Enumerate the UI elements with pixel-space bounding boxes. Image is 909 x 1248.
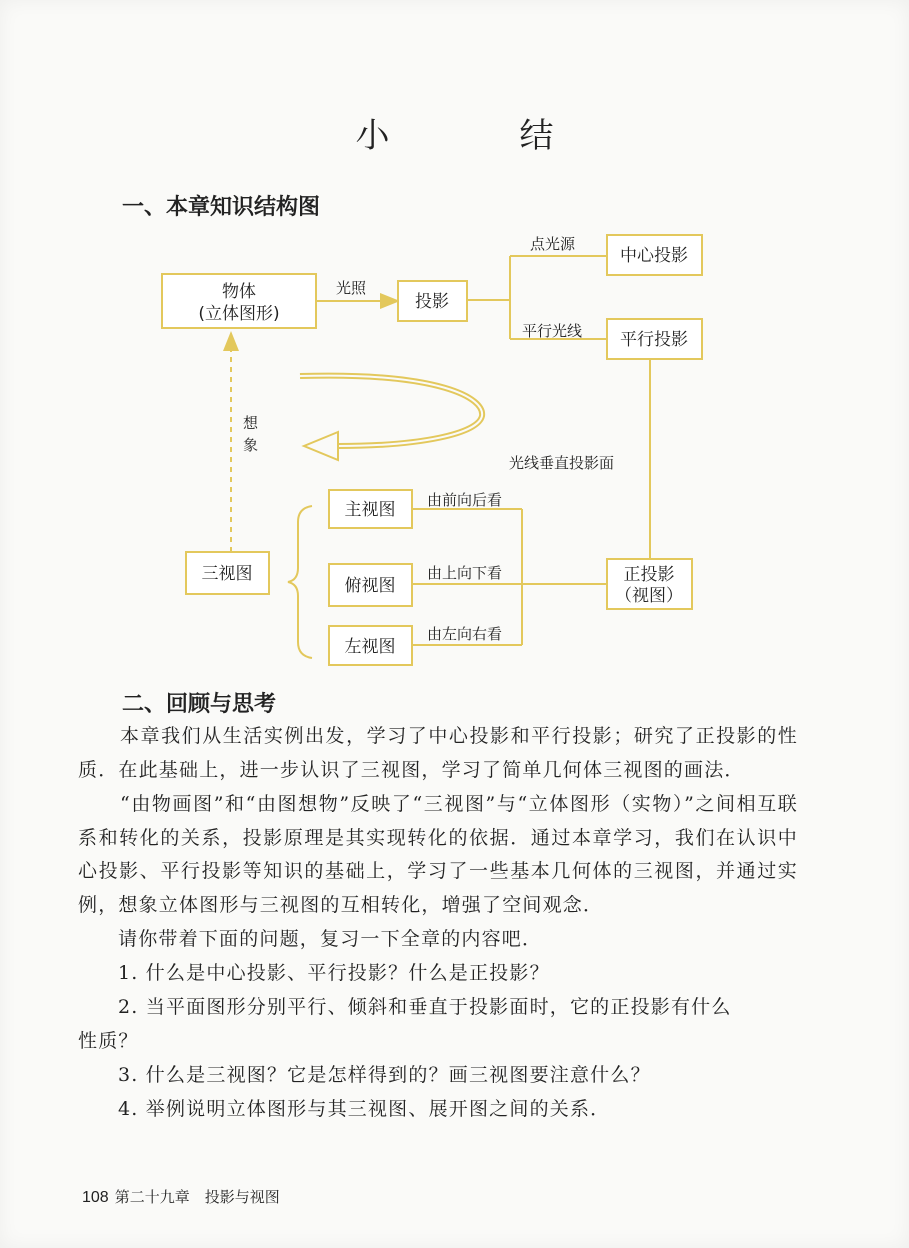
question-2: 2. 当平面图形分别平行、倾斜和垂直于投影面时，它的正投影有什么 bbox=[118, 996, 732, 1018]
front-to-back-label: 由前向后看 bbox=[427, 491, 503, 509]
question-1: 1. 什么是中心投影、平行投影？什么是正投影？ bbox=[118, 962, 550, 984]
left-view-label: 左视图 bbox=[344, 637, 396, 657]
front-view-label: 主视图 bbox=[344, 500, 396, 520]
three-views-label: 三视图 bbox=[201, 564, 253, 584]
perpendicular-label: 光线垂直投影面 bbox=[509, 454, 615, 472]
loop-arrow-head bbox=[304, 432, 338, 460]
question-4: 4. 举例说明立体图形与其三视图、展开图之间的关系． bbox=[118, 1098, 611, 1120]
top-view-label: 俯视图 bbox=[344, 576, 396, 596]
page-number: 108 bbox=[82, 1189, 109, 1206]
imagine-label-1: 想 bbox=[243, 414, 259, 432]
paragraph-2: “由物画图”和“由图想物”反映了“三视图”与“立体图形（实物）”之间相互联系和转化的关系，投影原理是其实现转化的依据．通过本章学习，我们在认识中心投影、平行投影等知识的基础上，学习了一些基本几何体的三视图，并通过实例，想象立体图形与三视图的互相转化，增强了空间观念． bbox=[78, 793, 798, 916]
left-to-right-label: 由左向右看 bbox=[427, 625, 503, 643]
section-heading-review: 二、回顾与思考 bbox=[122, 692, 277, 717]
object-label: 物体 bbox=[222, 282, 256, 302]
parallel-projection-label: 平行投影 bbox=[620, 330, 688, 350]
point-light-label: 点光源 bbox=[530, 235, 576, 253]
brace bbox=[288, 506, 312, 658]
imagine-label-2: 象 bbox=[243, 436, 259, 454]
orthographic-sublabel: （视图） bbox=[615, 586, 683, 606]
page-footer bbox=[82, 1186, 280, 1207]
question-3: 3. 什么是三视图？它是怎样得到的？画三视图要注意什么？ bbox=[118, 1064, 651, 1086]
section-heading-structure: 一、本章知识结构图 bbox=[122, 195, 321, 220]
question-2-continued: 性质？ bbox=[78, 1030, 139, 1052]
light-label: 光照 bbox=[336, 279, 367, 297]
page-title: 小 结 bbox=[355, 116, 602, 156]
projection-label: 投影 bbox=[415, 292, 449, 312]
top-to-bottom-label: 由上向下看 bbox=[427, 564, 503, 582]
paragraph-3: 请你带着下面的问题，复习一下全章的内容吧． bbox=[118, 928, 543, 950]
parallel-light-label: 平行光线 bbox=[522, 322, 583, 340]
paragraph-1: 本章我们从生活实例出发，学习了中心投影和平行投影；研究了正投影的性质．在此基础上，进一步认识了三视图，学习了简单几何体三视图的画法． bbox=[78, 725, 798, 781]
central-projection-label: 中心投影 bbox=[620, 246, 688, 266]
orthographic-label: 正投影 bbox=[623, 565, 675, 585]
chapter-title: 第二十九章 投影与视图 bbox=[114, 1188, 280, 1206]
object-sublabel: (立体图形) bbox=[198, 304, 280, 324]
